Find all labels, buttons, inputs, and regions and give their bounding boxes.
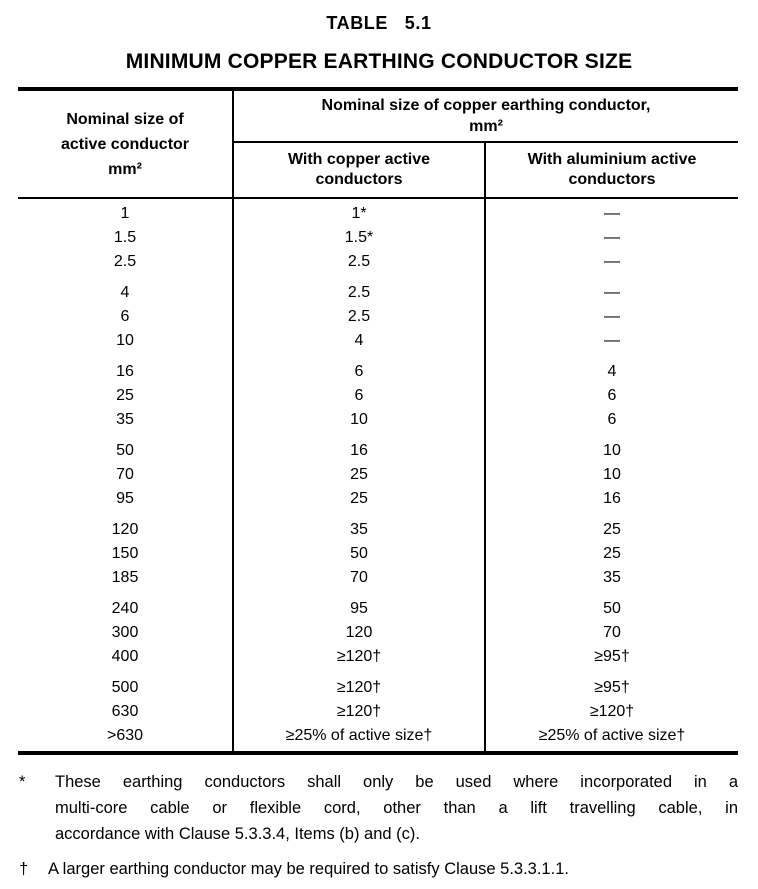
header-copper-active-conductors: With copper active conductors [233, 142, 485, 198]
cell-active-size: 70 [116, 466, 134, 483]
cell-aluminium-earthing-size: 70 [485, 621, 738, 645]
cell-copper-earthing-size: 2.5 [233, 274, 485, 305]
cell-active-size: 35 [116, 411, 134, 428]
cell-copper-earthing-size: 25 [233, 487, 485, 511]
cell-aluminium-earthing-size: — [485, 226, 738, 250]
footnote-star-text [55, 769, 738, 847]
cell-copper-earthing-size: 120 [233, 621, 485, 645]
cell-aluminium-earthing-size: ≥25% of active size† [485, 724, 738, 753]
cell-active-size: 1 [120, 205, 130, 222]
header-line: active conductor [60, 135, 190, 153]
cell-active-size: >630 [106, 727, 144, 744]
cell-aluminium-earthing-size: — [485, 198, 738, 226]
header-line: Nominal size of [66, 110, 184, 128]
footnote-dagger-marker: † [19, 860, 29, 878]
cell-active-size: 150 [111, 545, 139, 562]
conductor-size-table [18, 87, 738, 755]
cell-aluminium-earthing-size: 35 [485, 566, 738, 590]
table-row [18, 408, 738, 432]
table-row [18, 353, 738, 384]
cell-aluminium-earthing-size: 10 [485, 432, 738, 463]
footnote-line: accordance with Clause 5.3.3.4, Items (b) and (c). [55, 825, 420, 843]
cell-aluminium-earthing-size: ≥95† [485, 669, 738, 700]
cell-copper-earthing-size: 16 [233, 432, 485, 463]
cell-copper-earthing-size: 4 [233, 329, 485, 353]
table-row [18, 329, 738, 353]
cell-copper-earthing-size: 50 [233, 542, 485, 566]
cell-copper-earthing-size: ≥120† [233, 700, 485, 724]
table-number-title: TABLE 5.1 [326, 13, 432, 33]
header-active-conductor-size [18, 89, 233, 198]
table-title: MINIMUM COPPER EARTHING CONDUCTOR SIZE [125, 50, 633, 73]
header-line: mm² [108, 160, 142, 178]
table-row [18, 621, 738, 645]
cell-active-size: 2.5 [113, 253, 137, 270]
cell-copper-earthing-size: 35 [233, 511, 485, 542]
cell-active-size: 240 [111, 600, 139, 617]
footnote-dagger-text [48, 856, 738, 882]
cell-aluminium-earthing-size: — [485, 305, 738, 329]
table-header [18, 89, 738, 198]
cell-active-size: 185 [111, 569, 139, 586]
footnote-star [19, 769, 738, 847]
cell-active-size: 16 [116, 363, 134, 380]
table-row [18, 274, 738, 305]
table-row [18, 700, 738, 724]
cell-copper-earthing-size: ≥120† [233, 645, 485, 669]
cell-copper-earthing-size: ≥120† [233, 669, 485, 700]
cell-active-size: 25 [116, 387, 134, 404]
table-row [18, 487, 738, 511]
cell-copper-earthing-size: 2.5 [233, 250, 485, 274]
table-row [18, 198, 738, 226]
footnote-star-marker: * [19, 773, 26, 791]
header-line: mm² [469, 118, 503, 135]
cell-copper-earthing-size: 95 [233, 590, 485, 621]
cell-active-size: 95 [116, 490, 134, 507]
table-row [18, 226, 738, 250]
table-row [18, 432, 738, 463]
cell-aluminium-earthing-size: — [485, 250, 738, 274]
cell-aluminium-earthing-size: 10 [485, 463, 738, 487]
table-row [18, 384, 738, 408]
table-row [18, 511, 738, 542]
cell-active-size: 500 [111, 679, 139, 696]
cell-aluminium-earthing-size: ≥95† [485, 645, 738, 669]
table-row [18, 724, 738, 753]
cell-active-size: 120 [111, 521, 139, 538]
table-row [18, 669, 738, 700]
cell-aluminium-earthing-size: 16 [485, 487, 738, 511]
cell-copper-earthing-size: 1* [233, 198, 485, 226]
cell-copper-earthing-size: 6 [233, 353, 485, 384]
cell-aluminium-earthing-size: 4 [485, 353, 738, 384]
cell-active-size: 6 [120, 308, 130, 325]
cell-active-size: 630 [111, 703, 139, 720]
cell-active-size: 1.5 [113, 229, 137, 246]
footnote-line: A larger earthing conductor may be required to satisfy Clause 5.3.3.1.1. [48, 860, 569, 878]
cell-copper-earthing-size: 6 [233, 384, 485, 408]
cell-active-size: 10 [116, 332, 134, 349]
cell-active-size: 400 [111, 648, 139, 665]
cell-aluminium-earthing-size: 50 [485, 590, 738, 621]
table-row [18, 463, 738, 487]
cell-active-size: 4 [120, 284, 130, 301]
cell-aluminium-earthing-size: 6 [485, 408, 738, 432]
cell-active-size: 300 [111, 624, 139, 641]
cell-aluminium-earthing-size: 25 [485, 511, 738, 542]
footnote-line: These earthing conductors shall only be used where incorporated in a [55, 773, 738, 791]
cell-aluminium-earthing-size: ≥120† [485, 700, 738, 724]
footnote-line: multi-core cable or flexible cord, other than a lift travelling cable, in [55, 799, 738, 817]
cell-copper-earthing-size: 10 [233, 408, 485, 432]
cell-aluminium-earthing-size: 25 [485, 542, 738, 566]
header-earthing-conductor-size [233, 89, 738, 142]
footnotes [19, 769, 738, 882]
header-aluminium-active-conductors: With aluminium active conductors [485, 142, 738, 198]
cell-active-size: 50 [116, 442, 134, 459]
table-row [18, 645, 738, 669]
header-line: Nominal size of copper earthing conductor, [321, 97, 651, 114]
cell-copper-earthing-size: 1.5* [233, 226, 485, 250]
table-row [18, 250, 738, 274]
table-body [18, 198, 738, 753]
footnote-dagger [19, 856, 738, 882]
table-row [18, 590, 738, 621]
cell-copper-earthing-size: 2.5 [233, 305, 485, 329]
cell-aluminium-earthing-size: — [485, 329, 738, 353]
table-row [18, 542, 738, 566]
cell-copper-earthing-size: 25 [233, 463, 485, 487]
cell-aluminium-earthing-size: — [485, 274, 738, 305]
cell-copper-earthing-size: 70 [233, 566, 485, 590]
table-row [18, 305, 738, 329]
table-row [18, 566, 738, 590]
cell-aluminium-earthing-size: 6 [485, 384, 738, 408]
cell-copper-earthing-size: ≥25% of active size† [233, 724, 485, 753]
